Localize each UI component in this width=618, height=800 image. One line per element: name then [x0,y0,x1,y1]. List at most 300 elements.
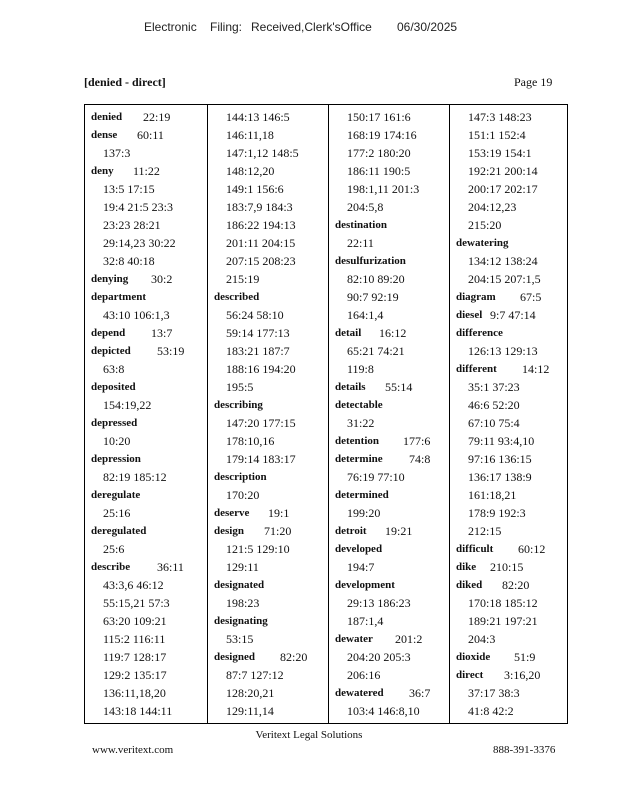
index-term-entry [208,576,328,594]
index-page-refs [450,252,569,270]
index-page-refs [85,666,207,684]
index-page-refs [450,702,569,720]
page-line-refs: 146:11,18 [226,128,274,142]
page-line-refs: 178:10,16 [226,434,275,448]
page-line-refs: 150:17 161:6 [347,110,411,124]
page-line-refs: 90:7 92:19 [347,290,399,304]
index-page-refs [329,180,449,198]
index-term-entry [85,522,207,540]
index-page-refs [450,216,569,234]
index-term: deny [91,165,114,177]
index-term: diked [456,579,483,591]
page-line-refs: 3:16,20 [504,668,541,682]
page-line-refs: 204:15 207:1,5 [468,272,541,286]
index-page-refs [208,144,328,162]
index-term: destination [335,219,387,231]
index-page-refs [208,198,328,216]
index-page-refs [450,108,569,126]
index-page-refs [85,396,207,414]
index-page-refs [85,144,207,162]
index-page-refs [450,378,569,396]
index-term: desulfurization [335,255,406,267]
page-line-refs: 188:16 194:20 [226,362,296,376]
index-page-refs [208,270,328,288]
index-term: dewater [335,633,373,645]
page-line-refs: 82:19 185:12 [103,470,167,484]
page-line-refs: 36:11 [157,560,184,574]
index-page-refs [208,702,328,720]
index-page-refs [329,612,449,630]
index-term-entry [85,324,207,342]
page-line-refs: 97:16 136:15 [468,452,532,466]
index-term-entry [329,630,449,648]
index-term-entry [329,540,449,558]
index-term: detectable [335,399,383,411]
page-line-refs: 215:20 [468,218,502,232]
page-line-refs: 189:21 197:21 [468,614,538,628]
page-line-refs: 151:1 152:4 [468,128,526,142]
index-page-refs [329,198,449,216]
index-page-refs [450,450,569,468]
index-page-refs [208,486,328,504]
page-line-refs: 25:16 [103,506,131,520]
index-page-refs [329,306,449,324]
filing-stamp [0,20,618,38]
page-line-refs: 164:1,4 [347,308,384,322]
index-page-refs [450,126,569,144]
index-page-refs [208,324,328,342]
page-line-refs: 14:12 [522,362,550,376]
index-term-entry [450,324,569,342]
page-line-refs: 53:19 [157,344,185,358]
page-line-refs: 87:7 127:12 [226,668,284,682]
index-term: direct [456,669,484,681]
index-page-refs [85,540,207,558]
page-line-refs: 115:2 116:11 [103,632,166,646]
stamp-filing: Filing: [210,20,243,34]
page-line-refs: 31:22 [347,416,375,430]
index-page-refs [85,576,207,594]
index-page-refs [450,486,569,504]
page-line-refs: 67:5 [520,290,542,304]
index-range: [denied - direct] [84,75,166,89]
page-line-refs: 137:3 [103,146,131,160]
page-line-refs: 199:20 [347,506,381,520]
index-page-refs [208,378,328,396]
page-line-refs: 201:11 204:15 [226,236,296,250]
index-term-entry [329,684,449,702]
index-column-2 [207,105,328,723]
index-page-refs [208,162,328,180]
page-line-refs: 103:4 146:8,10 [347,704,420,718]
page-line-refs: 147:3 148:23 [468,110,532,124]
page-line-refs: 187:1,4 [347,614,384,628]
index-column-4 [449,105,569,723]
page-line-refs: 143:18 144:11 [103,704,173,718]
page-line-refs: 212:15 [468,524,502,538]
index-term-entry [450,648,569,666]
index-term-entry [450,540,569,558]
page-line-refs: 126:13 129:13 [468,344,538,358]
page-line-refs: 200:17 202:17 [468,182,538,196]
index-term-entry [85,126,207,144]
index-term-entry [85,450,207,468]
page-line-refs: 129:11 [226,560,259,574]
index-term-entry [85,486,207,504]
page-line-refs: 161:18,21 [468,488,517,502]
index-term: dioxide [456,651,491,663]
page-line-refs: 170:20 [226,488,260,502]
index-page-refs [450,144,569,162]
index-page-refs [208,126,328,144]
page-line-refs: 82:20 [280,650,308,664]
index-page-refs [329,162,449,180]
page-line-refs: 59:14 177:13 [226,326,290,340]
index-page-refs [329,288,449,306]
index-page-refs [85,468,207,486]
index-term: deregulate [91,489,141,501]
word-index-table [84,104,568,724]
index-page-refs [450,522,569,540]
index-page-refs [329,126,449,144]
page-line-refs: 82:10 89:20 [347,272,405,286]
index-term: describing [214,399,263,411]
index-page-refs [450,396,569,414]
stamp-received: Received,Clerk'sOffice [251,20,372,34]
index-term-entry [85,414,207,432]
page-line-refs: 194:7 [347,560,375,574]
page-line-refs: 22:19 [143,110,171,124]
page-line-refs: 13:5 17:15 [103,182,155,196]
index-page-refs [208,342,328,360]
index-term: designating [214,615,268,627]
index-term-entry [208,468,328,486]
index-page-refs [85,360,207,378]
page-line-refs: 128:20,21 [226,686,275,700]
index-page-refs [208,594,328,612]
page-line-refs: 153:19 154:1 [468,146,532,160]
index-page-refs [329,144,449,162]
page-line-refs: 76:19 77:10 [347,470,405,484]
index-page-refs [85,702,207,720]
page-line-refs: 19:1 [268,506,290,520]
index-page-refs [450,162,569,180]
index-page-refs [208,666,328,684]
index-page-refs [85,612,207,630]
page-line-refs: 43:3,6 46:12 [103,578,164,592]
page-line-refs: 136:11,18,20 [103,686,166,700]
page-line-refs: 119:7 128:17 [103,650,167,664]
index-term: denied [91,111,123,123]
index-page-refs [450,630,569,648]
page-line-refs: 210:15 [490,560,524,574]
page-number: Page 19 [514,75,553,89]
index-page-refs [208,108,328,126]
index-term: different [456,363,497,375]
index-page-refs [450,270,569,288]
index-term-entry [329,216,449,234]
index-page-refs [329,342,449,360]
page-line-refs: 183:7,9 184:3 [226,200,293,214]
index-term: development [335,579,395,591]
index-term: depicted [91,345,131,357]
index-page-refs [450,594,569,612]
index-page-refs [329,558,449,576]
page-line-refs: 186:11 190:5 [347,164,411,178]
footer-company: Veritext Legal Solutions [255,729,363,741]
index-page-refs [450,504,569,522]
index-page-refs [329,702,449,720]
page-line-refs: 11:22 [133,164,160,178]
page-line-refs: 29:13 186:23 [347,596,411,610]
page-line-refs: 19:4 21:5 23:3 [103,200,174,214]
page-line-refs: 121:5 129:10 [226,542,290,556]
page-line-refs: 32:8 40:18 [103,254,155,268]
index-term-entry [208,396,328,414]
page-line-refs: 9:7 47:14 [490,308,536,322]
index-term: dike [456,561,477,573]
page-line-refs: 178:9 192:3 [468,506,526,520]
index-term-entry [85,378,207,396]
page-line-refs: 46:6 52:20 [468,398,520,412]
page-line-refs: 170:18 185:12 [468,596,538,610]
page-line-refs: 119:8 [347,362,374,376]
page-line-refs: 74:8 [409,452,431,466]
index-page-refs [85,306,207,324]
index-term-entry [85,342,207,360]
index-term-entry [208,648,328,666]
page-line-refs: 207:15 208:23 [226,254,296,268]
index-term: description [214,471,267,483]
index-page-refs [329,414,449,432]
index-page-refs [208,558,328,576]
page-line-refs: 55:15,21 57:3 [103,596,170,610]
index-page-refs [85,180,207,198]
page-line-refs: 192:21 200:14 [468,164,538,178]
index-term: detail [335,327,362,339]
page-line-refs: 19:21 [385,524,413,538]
index-term: difficult [456,543,494,555]
index-column-3 [328,105,449,723]
page-line-refs: 37:17 38:3 [468,686,520,700]
index-term-entry [85,558,207,576]
index-term-entry [208,522,328,540]
index-page-refs [450,342,569,360]
index-page-refs [208,540,328,558]
index-term: depressed [91,417,138,429]
index-term-entry [329,252,449,270]
index-term: designed [214,651,255,663]
page-line-refs: 35:1 37:23 [468,380,520,394]
index-term-entry [208,288,328,306]
page-line-refs: 36:7 [409,686,431,700]
index-term: determine [335,453,383,465]
index-term: deregulated [91,525,147,537]
index-term: detention [335,435,379,447]
index-term-entry [329,396,449,414]
index-page-refs [208,630,328,648]
index-page-refs [208,450,328,468]
page-line-refs: 204:5,8 [347,200,384,214]
page-line-refs: 136:17 138:9 [468,470,532,484]
index-term: dense [91,129,118,141]
index-column-1 [85,105,207,723]
page-line-refs: 30:2 [151,272,173,286]
index-term: denying [91,273,129,285]
index-page-refs [450,414,569,432]
index-term: difference [456,327,503,339]
footer-phone: 888-391-3376 [493,744,556,756]
index-term: developed [335,543,383,555]
page-line-refs: 195:5 [226,380,254,394]
index-page-refs [85,216,207,234]
index-term-entry [329,486,449,504]
index-page-refs [329,666,449,684]
index-page-refs [450,684,569,702]
index-term-entry [450,306,569,324]
index-page-refs [85,252,207,270]
page-line-refs: 23:23 28:21 [103,218,161,232]
page-line-refs: 82:20 [502,578,530,592]
index-page-refs [208,360,328,378]
page-line-refs: 60:12 [518,542,546,556]
index-term: designated [214,579,265,591]
page-line-refs: 204:12,23 [468,200,517,214]
index-page-refs [208,234,328,252]
page-line-refs: 198:1,11 201:3 [347,182,420,196]
index-page-refs [208,216,328,234]
index-page-refs [329,648,449,666]
index-page-refs [208,414,328,432]
index-page-refs [85,684,207,702]
index-page-refs [329,270,449,288]
index-term-entry [450,666,569,684]
index-term-entry [329,432,449,450]
page-line-refs: 144:13 146:5 [226,110,290,124]
index-term: dewatering [456,237,509,249]
page-line-refs: 129:2 135:17 [103,668,167,682]
index-page-refs [450,468,569,486]
stamp-electronic: Electronic [144,20,197,34]
page-line-refs: 204:20 205:3 [347,650,411,664]
index-term-entry [450,360,569,378]
index-term: deserve [214,507,250,519]
index-page-refs [450,198,569,216]
page-line-refs: 149:1 156:6 [226,182,284,196]
page-line-refs: 41:8 42:2 [468,704,514,718]
index-term: department [91,291,146,303]
index-page-refs [450,432,569,450]
page-line-refs: 147:1,12 148:5 [226,146,299,160]
index-page-refs [329,594,449,612]
index-page-refs [85,198,207,216]
page-line-refs: 56:24 58:10 [226,308,284,322]
page-line-refs: 134:12 138:24 [468,254,538,268]
page-line-refs: 65:21 74:21 [347,344,405,358]
index-term-entry [208,612,328,630]
page-line-refs: 63:8 [103,362,125,376]
index-term: describe [91,561,131,573]
index-page-refs [208,306,328,324]
index-term-entry [208,504,328,522]
index-page-refs [208,432,328,450]
index-term-entry [85,270,207,288]
index-page-refs [208,252,328,270]
page-line-refs: 168:19 174:16 [347,128,417,142]
page-line-refs: 79:11 93:4,10 [468,434,535,448]
page-line-refs: 154:19,22 [103,398,152,412]
page-line-refs: 43:10 106:1,3 [103,308,170,322]
page-line-refs: 51:9 [514,650,536,664]
index-page-refs [329,504,449,522]
page-line-refs: 22:11 [347,236,374,250]
index-term-entry [329,324,449,342]
index-term: details [335,381,366,393]
page-line-refs: 179:14 183:17 [226,452,296,466]
index-term-entry [450,558,569,576]
index-page-refs [329,468,449,486]
index-page-refs [85,504,207,522]
index-term: deposited [91,381,136,393]
footer-website: www.veritext.com [92,744,174,756]
page-line-refs: 71:20 [264,524,292,538]
index-page-refs [329,234,449,252]
index-term-entry [450,288,569,306]
index-term-entry [329,522,449,540]
index-term-entry [329,378,449,396]
page-line-refs: 55:14 [385,380,413,394]
index-page-refs [329,360,449,378]
page-line-refs: 60:11 [137,128,164,142]
index-term-entry [85,288,207,306]
index-term: described [214,291,260,303]
index-page-refs [85,630,207,648]
page-line-refs: 183:21 187:7 [226,344,290,358]
page-line-refs: 129:11,14 [226,704,274,718]
index-page-refs [450,180,569,198]
page-line-refs: 148:12,20 [226,164,275,178]
index-page-refs [208,684,328,702]
index-page-refs [208,180,328,198]
index-term-entry [329,450,449,468]
index-term-entry [450,576,569,594]
page-line-refs: 201:2 [395,632,423,646]
index-term-entry [85,108,207,126]
index-term-entry [85,162,207,180]
page-line-refs: 13:7 [151,326,173,340]
page-line-refs: 29:14,23 30:22 [103,236,176,250]
index-page-refs [85,234,207,252]
index-term: depend [91,327,126,339]
index-page-refs [85,594,207,612]
index-term: design [214,525,244,537]
page-line-refs: 16:12 [379,326,407,340]
index-term: dewatered [335,687,384,699]
page-line-refs: 25:6 [103,542,125,556]
stamp-date: 06/30/2025 [397,20,458,34]
page-line-refs: 53:15 [226,632,254,646]
index-term: diesel [456,309,483,321]
page-line-refs: 10:20 [103,434,131,448]
page-line-refs: 204:3 [468,632,496,646]
page-line-refs: 147:20 177:15 [226,416,296,430]
index-page-refs [450,612,569,630]
page-line-refs: 67:10 75:4 [468,416,520,430]
page-line-refs: 186:22 194:13 [226,218,296,232]
page-line-refs: 177:2 180:20 [347,146,411,160]
index-term: determined [335,489,389,501]
index-term: diagram [456,291,496,303]
